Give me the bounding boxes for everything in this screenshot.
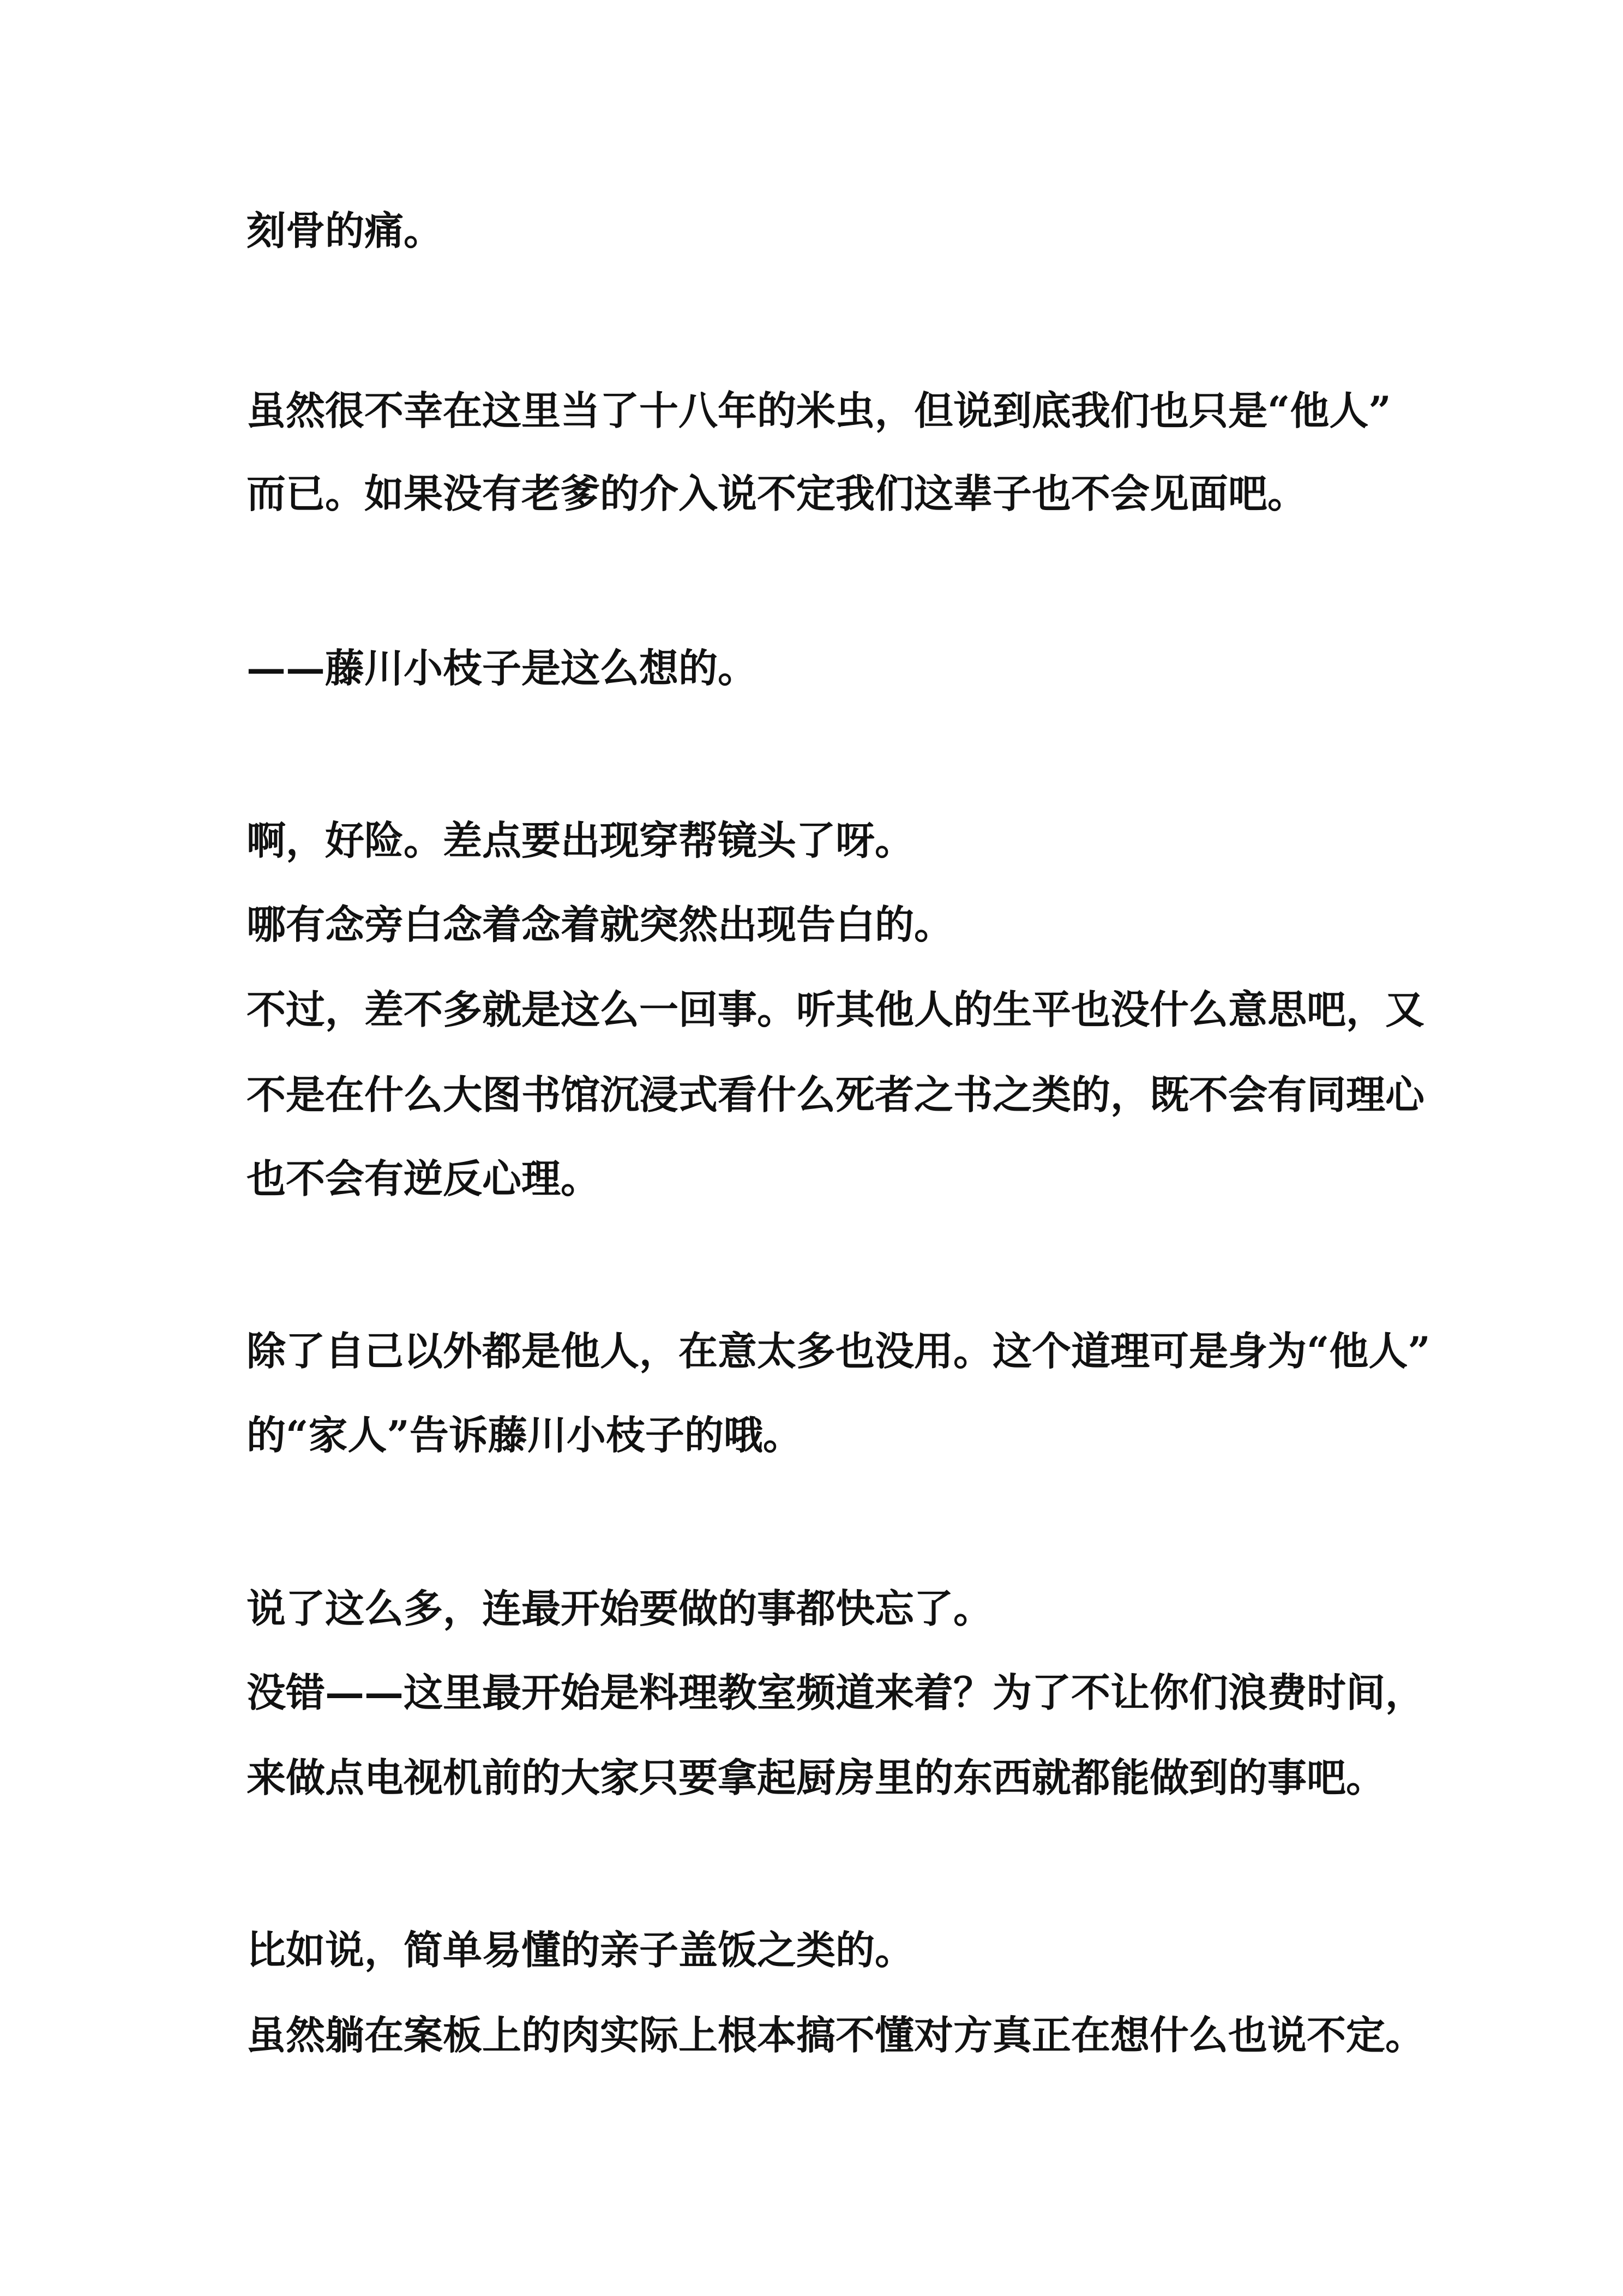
text-line: 也不会有逆反心理。 [247, 1155, 600, 1202]
text-line: 说了这么多，连最开始要做的事都快忘了。 [247, 1585, 993, 1632]
text-line: 啊，好险。差点要出现穿帮镜头了呀。 [247, 817, 915, 864]
text-line: 虽然躺在案板上的肉实际上根本搞不懂对方真正在想什么也说不定。 [247, 2012, 1425, 2058]
text-line: 刻骨的痛。 [247, 207, 443, 254]
text-line: 不是在什么大图书馆沉浸式看什么死者之书之类的，既不会有同理心 [247, 1071, 1425, 1118]
text-line: 而已。如果没有老爹的介入说不定我们这辈子也不会见面吧。 [247, 470, 1307, 517]
text-line: ——藤川小枝子是这么想的。 [247, 645, 758, 691]
text-line: 虽然很不幸在这里当了十八年的米虫，但说到底我们也只是“他人” [247, 387, 1391, 434]
text-line: 的“家人”告诉藤川小枝子的哦。 [247, 1412, 802, 1458]
text-line: 比如说，简单易懂的亲子盖饭之类的。 [247, 1927, 915, 1973]
text-line: 哪有念旁白念着念着就突然出现告白的。 [247, 901, 954, 948]
text-line: 来做点电视机前的大家只要拿起厨房里的东西就都能做到的事吧。 [247, 1754, 1386, 1801]
text-line: 不过，差不多就是这么一回事。听其他人的生平也没什么意思吧，又 [247, 986, 1425, 1033]
text-line: 没错——这里最开始是料理教室频道来着？为了不让你们浪费时间， [247, 1669, 1425, 1716]
text-line: 除了自己以外都是他人，在意太多也没用。这个道理可是身为“他人” [247, 1328, 1430, 1374]
